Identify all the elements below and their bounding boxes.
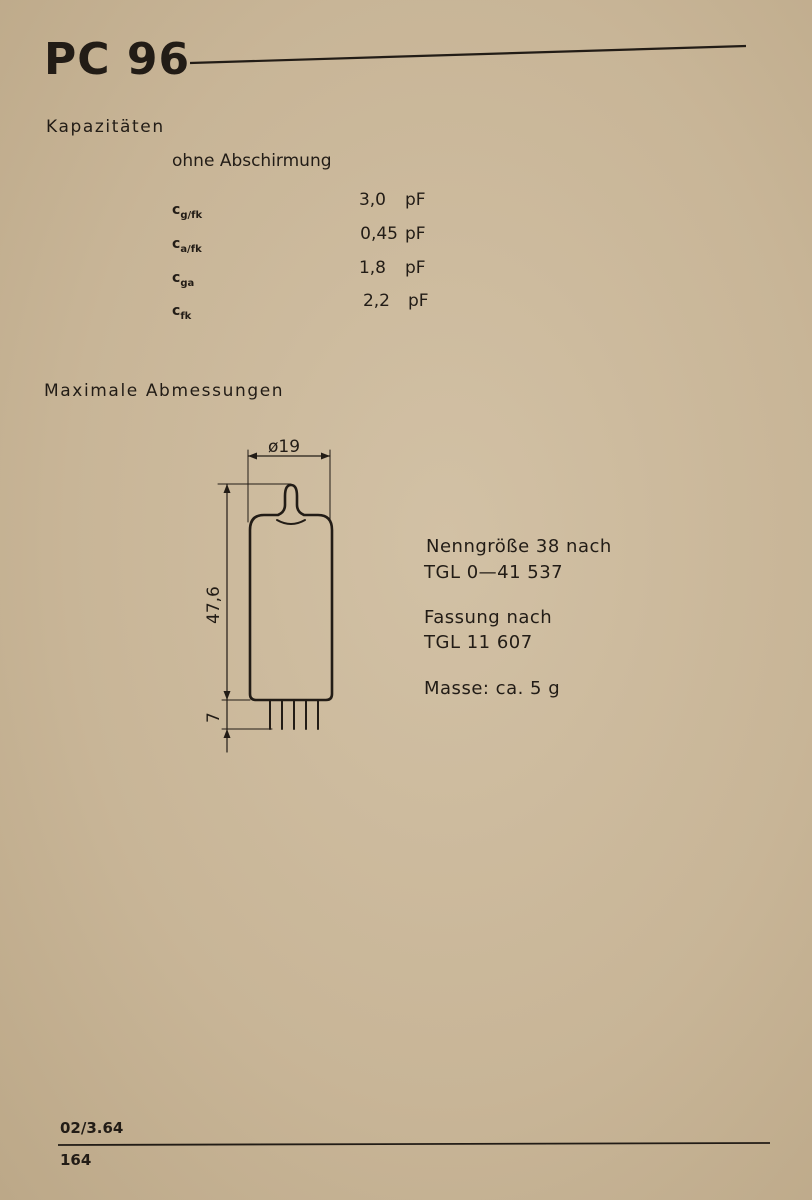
height-label: 47,6	[204, 586, 224, 624]
socket-line2: TGL 11 607	[424, 632, 533, 653]
page-number: 164	[60, 1151, 92, 1169]
nominal-size-line2: TGL 0—41 537	[424, 562, 564, 583]
capacitance-value-cga: 1,8	[358, 258, 386, 278]
capacitance-unit-cgfk: pF	[405, 190, 426, 210]
diameter-label: ø19	[268, 437, 301, 457]
title-rule	[190, 44, 746, 66]
capacitance-heading: Kapazitäten	[46, 117, 165, 137]
capacitance-symbol-cfk: $c_{fk}$	[172, 303, 192, 322]
capacitance-value-cgfk: 3,0	[358, 190, 386, 210]
date-code: 02/3.64	[60, 1119, 124, 1137]
capacitance-unit-cga: pF	[405, 258, 426, 278]
capacitance-symbol-cga: $c_{ga}$	[172, 270, 195, 289]
socket-line1: Fassung nach	[424, 607, 553, 628]
capacitance-value-cafk: 0,45	[360, 224, 398, 244]
mass-note: Masse: ca. 5 g	[424, 678, 561, 699]
capacitance-unit-cafk: pF	[405, 224, 426, 244]
nominal-size-line1: Nenngröße 38 nach	[426, 536, 612, 557]
capacitance-symbol-cgfk: $c_{g/fk}$	[172, 202, 203, 221]
capacitance-unit-cfk: pF	[408, 291, 429, 311]
capacitance-symbol-cafk: $c_{a/fk}$	[172, 236, 202, 255]
tube-dimension-drawing	[190, 425, 350, 765]
capacitance-subheading: ohne Abschirmung	[172, 151, 332, 171]
capacitance-value-cfk: 2,2	[362, 291, 390, 311]
footer-rule	[58, 1141, 770, 1147]
page-title: PC 96	[44, 34, 191, 85]
pin-length-label: 7	[204, 712, 224, 723]
dimensions-heading: Maximale Abmessungen	[44, 381, 285, 401]
